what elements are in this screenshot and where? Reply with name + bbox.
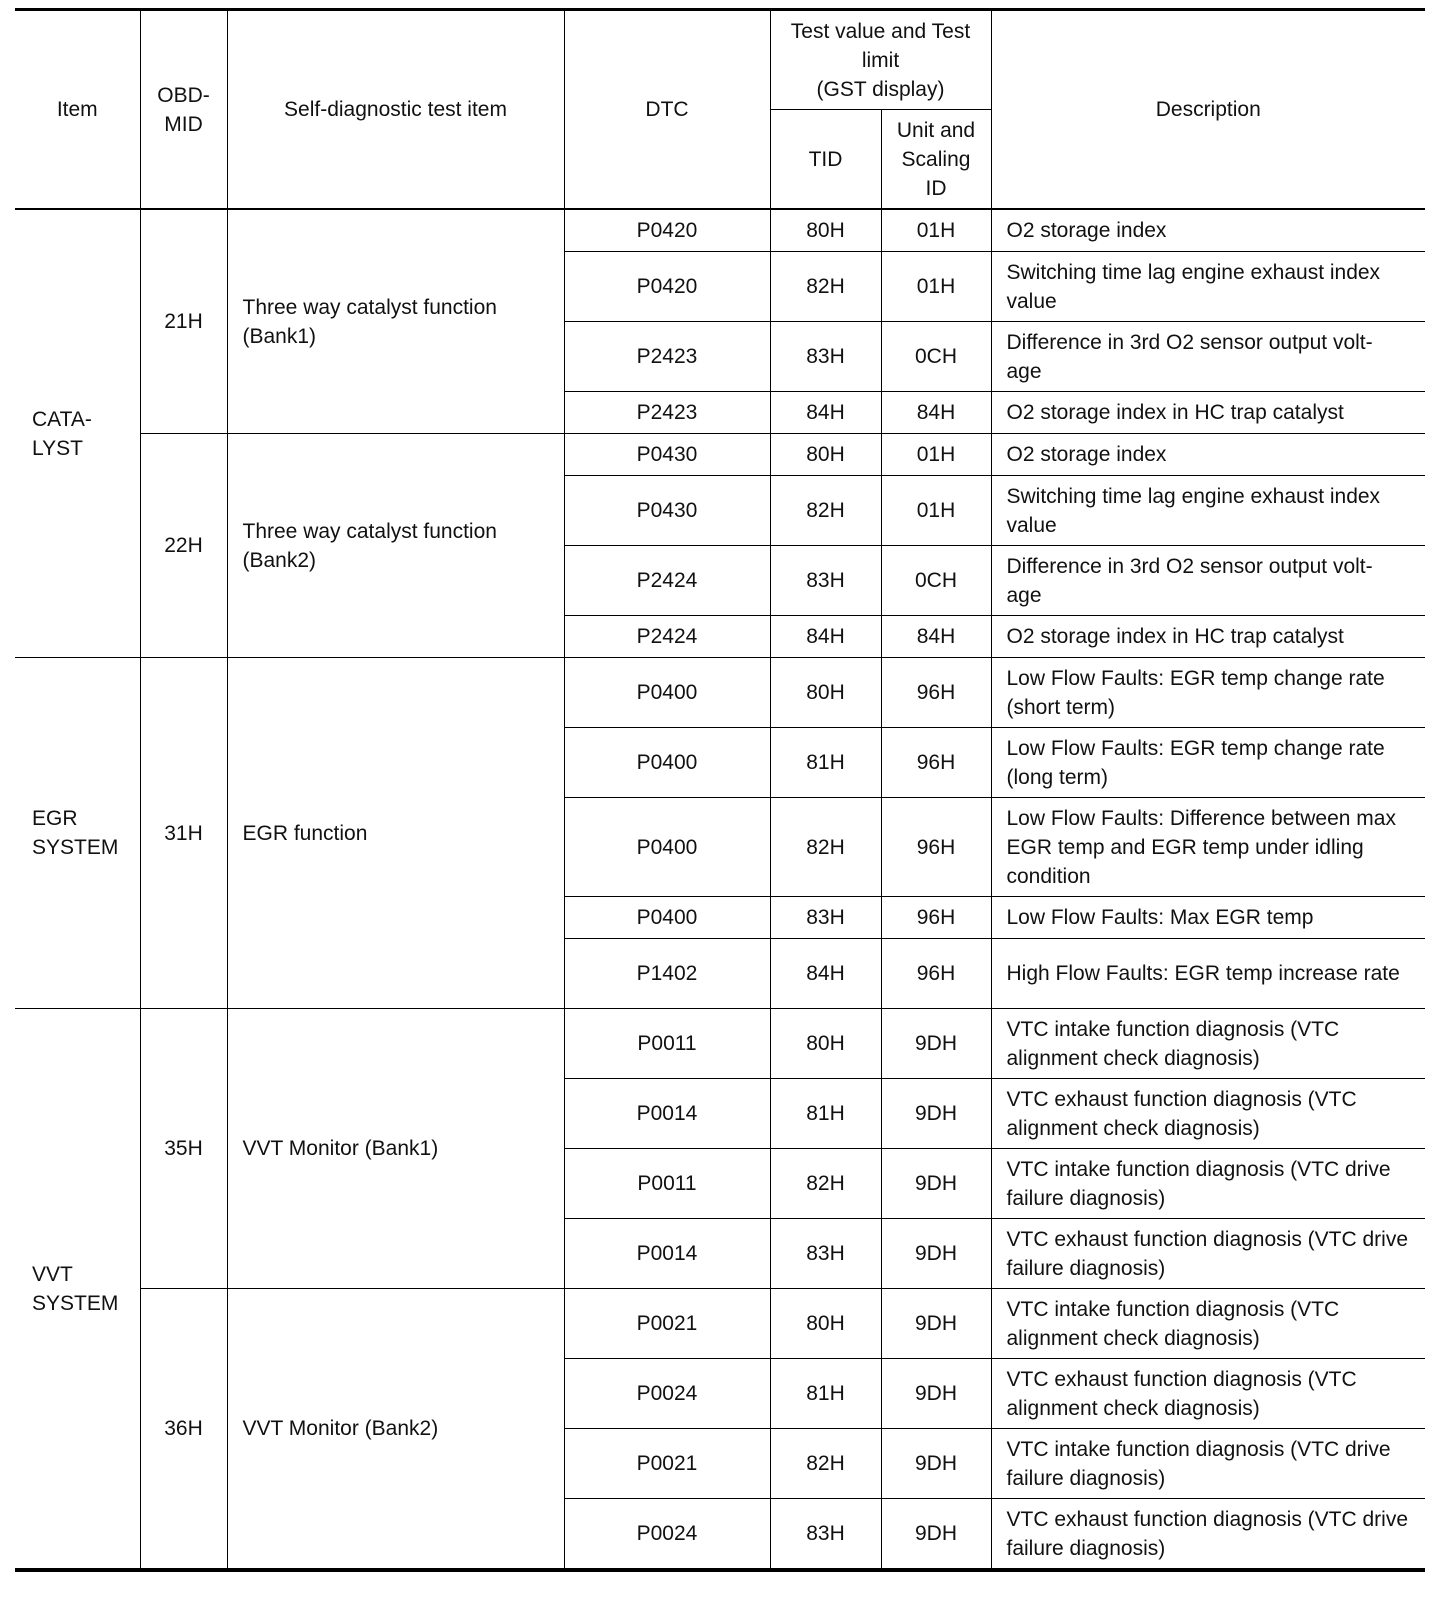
description-text: O2 storage index: [1006, 219, 1167, 242]
description-cell: [991, 252, 1425, 322]
header-tid: TID: [770, 110, 881, 210]
dtc-cell: P0400: [564, 897, 770, 939]
dtc-cell: P0400: [564, 798, 770, 897]
description-text: VTC exhaust function diagnosis (VTC alignment check diagnosis): [1006, 1087, 1357, 1140]
dtc-cell: P2423: [564, 392, 770, 434]
dtc-cell: P0024: [564, 1499, 770, 1571]
tid-cell: 83H: [770, 1499, 881, 1571]
description-cell: [991, 434, 1425, 476]
description-text: Low Flow Faults: Max EGR temp: [1006, 906, 1314, 929]
description-text: High Flow Faults: EGR temp increase rate: [1006, 962, 1400, 985]
description-text: Difference in 3rd O2 sensor output volt- age: [1006, 554, 1373, 607]
dtc-cell: P0021: [564, 1289, 770, 1359]
obd-mid-cell: 22H: [140, 434, 227, 658]
tid-cell: 80H: [770, 209, 881, 252]
description-text: Difference in 3rd O2 sensor output volt- age: [1006, 330, 1373, 383]
description-cell: [991, 897, 1425, 939]
dtc-cell: P0430: [564, 434, 770, 476]
tid-cell: 82H: [770, 252, 881, 322]
description-cell: [991, 209, 1425, 252]
item-group-label: CATA- LYST: [32, 407, 92, 460]
description-cell: [991, 1499, 1425, 1571]
description-text: VTC exhaust function diagnosis (VTC drive failure diagnosis): [1006, 1227, 1409, 1280]
description-text: VTC exhaust function diagnosis (VTC drive failure diagnosis): [1006, 1507, 1409, 1560]
diagnostic-table-container: [15, 8, 1425, 1572]
dtc-cell: P0011: [564, 1149, 770, 1219]
dtc-cell: P1402: [564, 939, 770, 1009]
dtc-cell: P0014: [564, 1219, 770, 1289]
tid-cell: 80H: [770, 1009, 881, 1079]
test-item-label: VVT Monitor (Bank1): [242, 1137, 439, 1160]
dtc-cell: P0024: [564, 1359, 770, 1429]
description-text: O2 storage index in HC trap catalyst: [1006, 401, 1344, 424]
description-cell: [991, 1219, 1425, 1289]
description-cell: [991, 1359, 1425, 1429]
dtc-cell: P0011: [564, 1009, 770, 1079]
tid-cell: 83H: [770, 322, 881, 392]
unit-scaling-cell: 9DH: [881, 1219, 991, 1289]
description-text: Low Flow Faults: EGR temp change rate (short term): [1006, 666, 1385, 719]
tid-cell: 80H: [770, 658, 881, 728]
dtc-cell: P0014: [564, 1079, 770, 1149]
description-cell: [991, 728, 1425, 798]
tid-cell: 82H: [770, 1149, 881, 1219]
tid-cell: 80H: [770, 434, 881, 476]
description-text: Low Flow Faults: EGR temp change rate (long term): [1006, 736, 1385, 789]
description-cell: [991, 1079, 1425, 1149]
item-group-cell: [15, 209, 140, 658]
table-row: [15, 209, 1425, 252]
header-item: Item: [15, 10, 140, 210]
unit-scaling-cell: 9DH: [881, 1149, 991, 1219]
test-item-cell: [227, 658, 564, 1009]
dtc-cell: P2423: [564, 322, 770, 392]
dtc-cell: P0400: [564, 658, 770, 728]
unit-scaling-cell: 9DH: [881, 1359, 991, 1429]
unit-scaling-cell: 01H: [881, 434, 991, 476]
item-group-label: VVT SYSTEM: [32, 1262, 119, 1315]
unit-scaling-cell: 0CH: [881, 546, 991, 616]
dtc-cell: P0021: [564, 1429, 770, 1499]
description-cell: [991, 1149, 1425, 1219]
item-group-cell: [15, 658, 140, 1009]
unit-scaling-cell: 9DH: [881, 1079, 991, 1149]
description-cell: [991, 1289, 1425, 1359]
obd-mid-cell: 31H: [140, 658, 227, 1009]
tid-cell: 82H: [770, 476, 881, 546]
unit-scaling-cell: 9DH: [881, 1429, 991, 1499]
description-text: VTC intake function diagnosis (VTC drive failure diagnosis): [1006, 1157, 1391, 1210]
tid-cell: 80H: [770, 1289, 881, 1359]
description-cell: [991, 939, 1425, 1009]
unit-scaling-cell: 84H: [881, 616, 991, 658]
unit-scaling-cell: 9DH: [881, 1009, 991, 1079]
table-header: [15, 10, 1425, 210]
description-cell: [991, 546, 1425, 616]
table-row: [15, 1289, 1425, 1359]
unit-scaling-cell: 9DH: [881, 1289, 991, 1359]
header-description: Description: [991, 10, 1425, 210]
unit-scaling-cell: 9DH: [881, 1499, 991, 1571]
header-obd-mid: OBD- MID: [140, 10, 227, 210]
unit-scaling-cell: 01H: [881, 252, 991, 322]
obd-mid-cell: 35H: [140, 1009, 227, 1289]
tid-cell: 83H: [770, 546, 881, 616]
dtc-cell: P0420: [564, 209, 770, 252]
tid-cell: 81H: [770, 1079, 881, 1149]
unit-scaling-cell: 96H: [881, 897, 991, 939]
test-item-cell: [227, 1289, 564, 1571]
tid-cell: 82H: [770, 1429, 881, 1499]
obd-mid-cell: 36H: [140, 1289, 227, 1571]
header-test-value: Test value and Test limit (GST display): [770, 10, 991, 110]
table-row: [15, 434, 1425, 476]
tid-cell: 84H: [770, 392, 881, 434]
description-text: VTC intake function diagnosis (VTC alignment check diagnosis): [1006, 1297, 1340, 1350]
description-cell: [991, 476, 1425, 546]
test-item-cell: [227, 1009, 564, 1289]
header-dtc: DTC: [564, 10, 770, 210]
tid-cell: 83H: [770, 1219, 881, 1289]
test-item-cell: [227, 434, 564, 658]
unit-scaling-cell: 96H: [881, 658, 991, 728]
description-cell: [991, 392, 1425, 434]
description-cell: [991, 1009, 1425, 1079]
tid-cell: 82H: [770, 798, 881, 897]
unit-scaling-cell: 0CH: [881, 322, 991, 392]
tid-cell: 84H: [770, 616, 881, 658]
description-cell: [991, 798, 1425, 897]
table-row: [15, 1009, 1425, 1079]
tid-cell: 84H: [770, 939, 881, 1009]
tid-cell: 81H: [770, 1359, 881, 1429]
diagnostic-table: [15, 8, 1425, 1572]
header-unit-scaling-id: Unit and Scaling ID: [881, 110, 991, 210]
table-body: [15, 209, 1425, 1570]
dtc-cell: P0430: [564, 476, 770, 546]
description-text: Low Flow Faults: Difference between max EGR temp and EGR temp under idling condition: [1006, 806, 1396, 888]
header-self-diagnostic-test-item: Self-diagnostic test item: [227, 10, 564, 210]
tid-cell: 81H: [770, 728, 881, 798]
description-text: Switching time lag engine exhaust index value: [1006, 260, 1381, 313]
description-text: O2 storage index in HC trap catalyst: [1006, 625, 1344, 648]
unit-scaling-cell: 96H: [881, 939, 991, 1009]
test-item-cell: [227, 209, 564, 434]
obd-mid-cell: 21H: [140, 209, 227, 434]
test-item-label: EGR function: [242, 821, 368, 845]
unit-scaling-cell: 96H: [881, 798, 991, 897]
description-cell: [991, 322, 1425, 392]
unit-scaling-cell: 01H: [881, 209, 991, 252]
unit-scaling-cell: 96H: [881, 728, 991, 798]
test-item-label: VVT Monitor (Bank2): [242, 1417, 439, 1440]
test-item-label: Three way catalyst function (Bank2): [242, 519, 497, 572]
dtc-cell: P2424: [564, 546, 770, 616]
description-cell: [991, 1429, 1425, 1499]
description-text: VTC intake function diagnosis (VTC alignment check diagnosis): [1006, 1017, 1340, 1070]
description-cell: [991, 616, 1425, 658]
description-cell: [991, 658, 1425, 728]
description-text: O2 storage index: [1006, 443, 1167, 466]
tid-cell: 83H: [770, 897, 881, 939]
table-row: [15, 658, 1425, 728]
dtc-cell: P0400: [564, 728, 770, 798]
item-group-label: EGR SYSTEM: [32, 807, 119, 859]
description-text: VTC intake function diagnosis (VTC drive failure diagnosis): [1006, 1437, 1391, 1490]
dtc-cell: P0420: [564, 252, 770, 322]
unit-scaling-cell: 01H: [881, 476, 991, 546]
dtc-cell: P2424: [564, 616, 770, 658]
description-text: VTC exhaust function diagnosis (VTC alignment check diagnosis): [1006, 1367, 1357, 1420]
description-text: Switching time lag engine exhaust index value: [1006, 484, 1381, 537]
unit-scaling-cell: 84H: [881, 392, 991, 434]
test-item-label: Three way catalyst function (Bank1): [242, 295, 497, 348]
item-group-cell: [15, 1009, 140, 1571]
